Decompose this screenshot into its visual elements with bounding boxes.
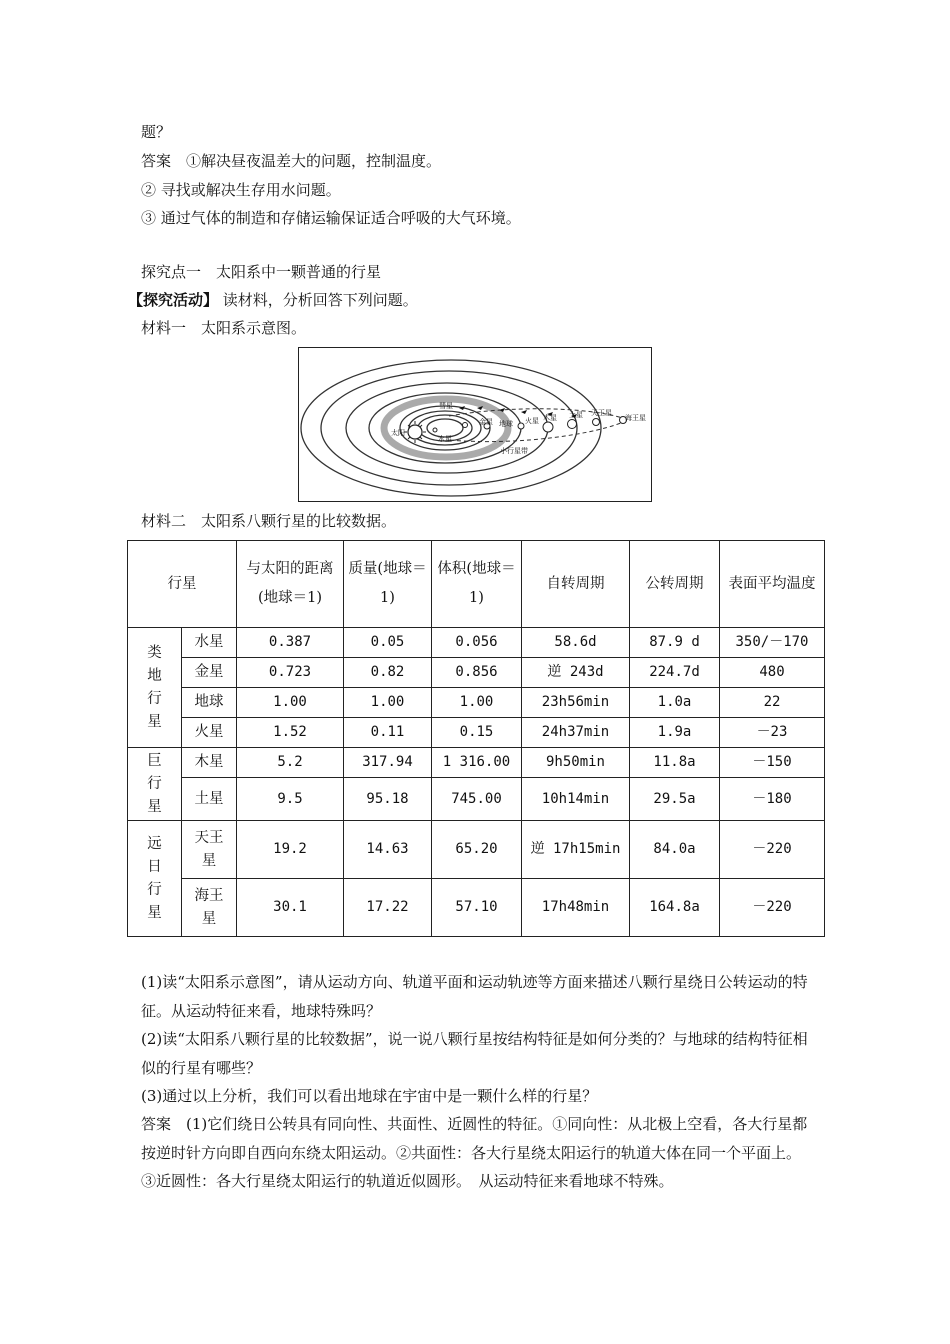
table-cell: 0.15	[432, 718, 522, 748]
table-cell: 23h56min	[522, 688, 630, 718]
table-cell: 1 316.00	[432, 748, 522, 778]
planet-name-cell: 火星	[182, 718, 237, 748]
material-2-caption: 材料二 太阳系八颗行星的比较数据。	[141, 512, 397, 530]
planet-name-cell: 天王星	[182, 821, 237, 879]
table-cell: 30.1	[237, 879, 344, 937]
solar-system-diagram	[298, 347, 652, 502]
label-earth: 地球	[499, 420, 513, 428]
table-cell: 17.22	[344, 879, 432, 937]
header-rotation: 自转周期	[522, 541, 630, 628]
question-fragment: 题？	[141, 123, 172, 141]
table-cell: 1.00	[237, 688, 344, 718]
table-cell: 0.11	[344, 718, 432, 748]
table-cell: 29.5a	[630, 778, 720, 821]
header-distance: 与太阳的距离(地球＝1)	[237, 541, 344, 628]
label-venus: 金星	[479, 418, 493, 426]
label-sun: 太阳	[391, 429, 405, 437]
label-neptune: 海王星	[625, 414, 646, 422]
table-cell: 57.10	[432, 879, 522, 937]
label-mars: 火星	[525, 417, 539, 425]
material-1-caption: 材料一 太阳系示意图。	[141, 319, 307, 337]
table-cell: 9.5	[237, 778, 344, 821]
planet-group-cell: 巨行星	[128, 748, 182, 821]
table-cell: 1.0a	[630, 688, 720, 718]
label-uranus: 天王星	[591, 409, 612, 417]
planet-name-cell: 土星	[182, 778, 237, 821]
table-cell: 9h50min	[522, 748, 630, 778]
answer-text: (1)它们绕日公转具有同向性、共面性、近圆性的特征。①同向性：从北极上空看，各大行星都按逆时针方向即自西向东绕太阳运动。②共面性：各大行星绕太阳运行的轨道大体在同一个平面上。③近圆性：各大行星绕太阳运行的轨道近似圆形。 从运动特征来看地球不特殊。	[141, 1115, 808, 1190]
table-cell: 22	[720, 688, 825, 718]
label-comet: 彗星	[439, 402, 453, 410]
table-row	[128, 821, 825, 879]
header-volume: 体积(地球＝1)	[432, 541, 522, 628]
table-cell: 1.52	[237, 718, 344, 748]
answer-line-1	[141, 151, 441, 171]
table-cell: 317.94	[344, 748, 432, 778]
planet-group-cell: 远日行星	[128, 821, 182, 937]
header-planet: 行星	[128, 541, 237, 628]
table-row	[128, 688, 825, 718]
activity-line	[128, 290, 418, 310]
label-jupiter: 木星	[543, 414, 557, 422]
header-temperature: 表面平均温度	[720, 541, 825, 628]
planet-comparison-table	[127, 540, 825, 937]
table-cell: 87.9 d	[630, 628, 720, 658]
answer-block	[141, 1110, 811, 1196]
label-asteroid-belt: 小行星带	[500, 447, 528, 455]
planet-name-cell: 木星	[182, 748, 237, 778]
activity-tag: 【探究活动】	[128, 291, 219, 309]
table-cell: 11.8a	[630, 748, 720, 778]
table-row	[128, 658, 825, 688]
table-cell: －23	[720, 718, 825, 748]
table-row	[128, 628, 825, 658]
table-header-row	[128, 541, 825, 628]
table-cell: 10h14min	[522, 778, 630, 821]
table-cell: －180	[720, 778, 825, 821]
answer-text: ①解决昼夜温差大的问题，控制温度。	[186, 152, 442, 170]
table-cell: 65.20	[432, 821, 522, 879]
table-cell: 350/－170	[720, 628, 825, 658]
solar-system-svg	[299, 348, 651, 501]
table-row	[128, 778, 825, 821]
table-cell: 0.387	[237, 628, 344, 658]
activity-text: 读材料，分析回答下列问题。	[222, 291, 418, 309]
table-cell: 0.723	[237, 658, 344, 688]
table-row	[128, 879, 825, 937]
answer-label: 答案	[141, 1115, 172, 1133]
header-revolution: 公转周期	[630, 541, 720, 628]
table-cell: 84.0a	[630, 821, 720, 879]
table-cell: 24h37min	[522, 718, 630, 748]
table-cell: 1.00	[344, 688, 432, 718]
planet-name-cell: 海王星	[182, 879, 237, 937]
table-cell: 14.63	[344, 821, 432, 879]
table-cell: 0.05	[344, 628, 432, 658]
answer-line-3: ③ 通过气体的制造和存储运输保证适合呼吸的大气环境。	[141, 209, 521, 227]
question-3: (3)通过以上分析，我们可以看出地球在宇宙中是一颗什么样的行星？	[141, 1087, 598, 1105]
question-1: (1)读“太阳系示意图”，请从运动方向、轨道平面和运动轨迹等方面来描述八颗行星绕日公转运动的特征。从运动特征来看，地球特殊吗？	[141, 973, 808, 1020]
header-mass: 质量(地球＝1)	[344, 541, 432, 628]
label-saturn: 土星	[569, 411, 583, 419]
table-cell: 1.9a	[630, 718, 720, 748]
table-body	[128, 628, 825, 937]
answer-line-2: ② 寻找或解决生存用水问题。	[141, 181, 341, 199]
table-cell: 95.18	[344, 778, 432, 821]
answer-label: 答案	[141, 152, 172, 170]
table-cell: 0.056	[432, 628, 522, 658]
table-cell: 480	[720, 658, 825, 688]
table-cell: 58.6d	[522, 628, 630, 658]
table-cell: 164.8a	[630, 879, 720, 937]
planet-name-cell: 地球	[182, 688, 237, 718]
label-mercury: 水星	[438, 435, 452, 443]
table-cell: －220	[720, 821, 825, 879]
table-row	[128, 718, 825, 748]
section-title: 探究点一 太阳系中一颗普通的行星	[141, 263, 382, 281]
question-2: (2)读“太阳系八颗行星的比较数据”，说一说八颗行星按结构特征是如何分类的？与地球的结构特征相似的行星有哪些？	[141, 1030, 808, 1077]
table-cell: －220	[720, 879, 825, 937]
table-cell: 0.82	[344, 658, 432, 688]
table-cell: 0.856	[432, 658, 522, 688]
planet-group-cell: 类地行星	[128, 628, 182, 748]
table-cell: 224.7d	[630, 658, 720, 688]
table-cell: 745.00	[432, 778, 522, 821]
planet-name-cell: 水星	[182, 628, 237, 658]
table-cell: 17h48min	[522, 879, 630, 937]
table-cell: －150	[720, 748, 825, 778]
table-cell: 19.2	[237, 821, 344, 879]
table-cell: 1.00	[432, 688, 522, 718]
table-row	[128, 748, 825, 778]
table-cell: 5.2	[237, 748, 344, 778]
planet-name-cell: 金星	[182, 658, 237, 688]
table-cell: 逆 243d	[522, 658, 630, 688]
table-cell: 逆 17h15min	[522, 821, 630, 879]
